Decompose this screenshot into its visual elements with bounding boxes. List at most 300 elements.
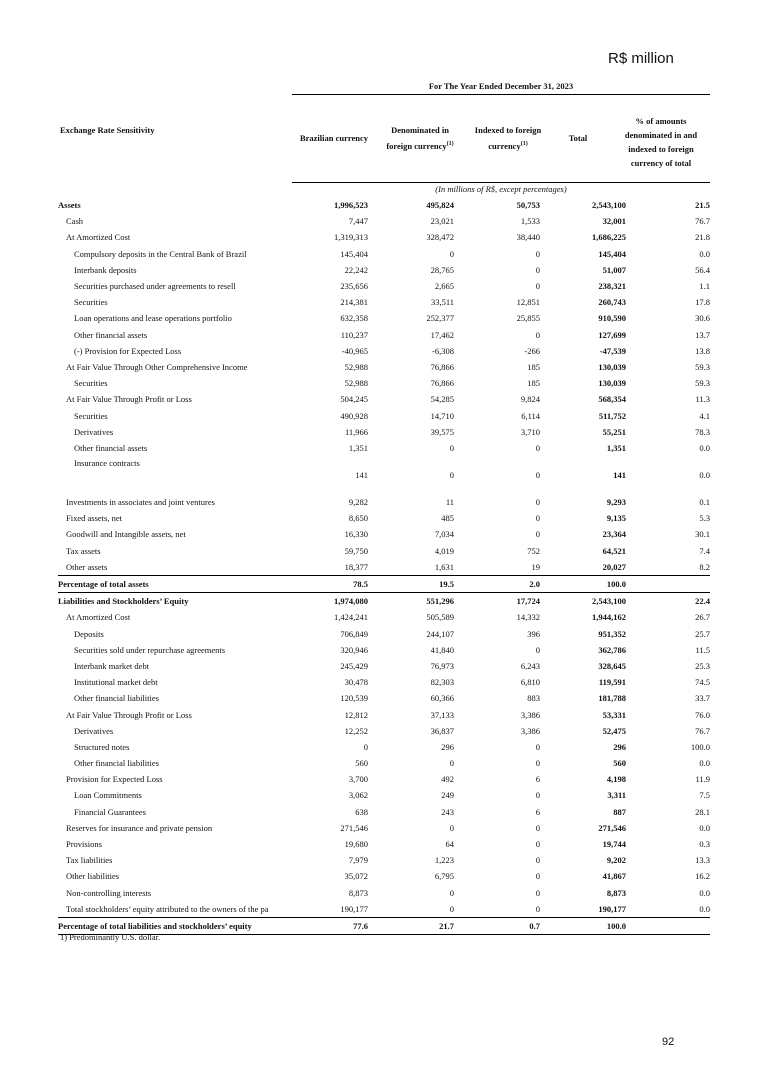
row-value: 495,824 (426, 200, 454, 211)
col-header-brazilian: Brazilian currency (299, 133, 369, 143)
row-value: 52,988 (344, 378, 368, 389)
row-label: Loan Commitments (74, 790, 142, 801)
units-note: (In millions of R$, except percentages) (435, 184, 567, 194)
row-value: 3,700 (348, 774, 368, 785)
row-value: 17,462 (430, 329, 454, 340)
row-value: 76.7 (695, 216, 710, 227)
row-value: 505,589 (426, 612, 454, 623)
row-value: 0 (449, 442, 454, 453)
row-value: 8,650 (348, 513, 368, 524)
row-value: 260,743 (598, 297, 626, 308)
row-value: 52,475 (602, 725, 626, 736)
row-value: 1,996,523 (334, 200, 368, 211)
unit-label: R$ million (608, 50, 674, 67)
table-row (58, 407, 710, 423)
row-label: Cash (66, 216, 83, 227)
row-value: 190,177 (292, 901, 376, 918)
table-title: Exchange Rate Sensitivity (60, 125, 155, 135)
table-row (58, 723, 710, 739)
table-row (58, 213, 710, 229)
row-label: Other financial assets (74, 442, 148, 453)
row-label: Securities purchased under agreements to resell (74, 281, 236, 292)
row-value: 6,810 (520, 677, 540, 688)
spacer-cell (292, 484, 376, 494)
row-value: 3,386 (520, 709, 540, 720)
row-value: 0.0 (699, 822, 710, 833)
row-value: 25,855 (516, 313, 540, 324)
row-value: 560 (355, 758, 368, 769)
table-row (58, 868, 710, 884)
row-value: 568,354 (598, 394, 626, 405)
row-value: 243 (441, 806, 454, 817)
row-spacer (58, 484, 710, 494)
table-row (58, 674, 710, 690)
period-divider (292, 94, 710, 95)
row-value: 1,424,241 (334, 612, 368, 623)
row-value: 13.3 (695, 855, 710, 866)
row-value: 1,686,225 (592, 232, 626, 243)
row-value: 19,680 (344, 839, 368, 850)
row-value: 12,252 (344, 725, 368, 736)
row-value: 0.3 (699, 839, 710, 850)
row-value: 60,366 (430, 693, 454, 704)
col-header-pct-line2: denominated in and (624, 130, 698, 140)
row-value: 28,765 (430, 264, 454, 275)
row-value: 7,447 (348, 216, 368, 227)
row-value: 2.0 (462, 575, 548, 592)
row-value: 9,293 (606, 497, 626, 508)
row-label: Provisions (66, 839, 102, 850)
row-value: -40,965 (341, 345, 368, 356)
row-value (626, 917, 710, 934)
row-value: 1,223 (434, 855, 454, 866)
row-value: 59.3 (695, 378, 710, 389)
row-value: 19,744 (602, 839, 626, 850)
row-value: 6 (535, 806, 540, 817)
row-label: Compulsory deposits in the Central Bank of Brazil (74, 248, 247, 259)
row-label: At Amortized Cost (66, 612, 131, 623)
row-value: 362,786 (598, 644, 626, 655)
row-label: Interbank deposits (74, 264, 137, 275)
row-value: 0.0 (699, 887, 710, 898)
row-label: Liabilities and Stockholders’ Equity (58, 596, 189, 607)
table-row (58, 440, 710, 456)
row-value: 7.4 (699, 545, 710, 556)
col-header-indexed-line2: currency (488, 140, 521, 151)
row-value: 271,546 (340, 822, 368, 833)
row-value: 26.7 (695, 612, 710, 623)
row-value: 0 (363, 741, 368, 752)
row-value: 6,114 (521, 410, 540, 421)
row-value: 511,752 (598, 410, 626, 421)
period-header: For The Year Ended December 31, 2023 (428, 81, 574, 91)
row-label: Securities (74, 297, 108, 308)
row-value: 19.5 (376, 575, 462, 592)
row-value: 76,866 (430, 378, 454, 389)
row-value: 33,511 (430, 297, 454, 308)
row-value: 53,331 (602, 709, 626, 720)
row-value: 1,944,162 (592, 612, 626, 623)
row-value: 21.8 (695, 232, 710, 243)
row-value: 76,866 (430, 361, 454, 372)
row-value: 30.1 (695, 529, 710, 540)
table-row (58, 526, 710, 542)
row-value: 5.3 (699, 513, 710, 524)
row-value: 35,072 (344, 871, 368, 882)
table-row (58, 494, 710, 510)
table-row (58, 343, 710, 359)
row-value: 328,472 (426, 232, 454, 243)
row-value: -47,539 (599, 345, 626, 356)
table-row (58, 706, 710, 722)
col-header-pct-line4: currency of total (630, 158, 692, 168)
row-value: 0 (535, 442, 540, 453)
row-label: Reserves for insurance and private pension (66, 822, 213, 833)
row-value: 18,377 (292, 559, 376, 576)
row-value: 25.7 (695, 628, 710, 639)
table-row (58, 278, 710, 294)
row-label: Non-controlling interests (66, 887, 152, 898)
row-value: 2,543,100 (592, 596, 626, 607)
row-value: 1,631 (376, 559, 462, 576)
row-value: 141 (355, 470, 368, 480)
row-value: 0 (535, 513, 540, 524)
row-value: 0 (449, 887, 454, 898)
row-value: 4.1 (699, 410, 710, 421)
row-value: -266 (524, 345, 540, 356)
row-value: 3,062 (348, 790, 368, 801)
row-value: 100.0 (690, 741, 710, 752)
row-value: 4,019 (434, 545, 454, 556)
spacer-cell (462, 484, 548, 494)
row-value: 21.7 (376, 917, 462, 934)
row-value: 485 (441, 513, 454, 524)
table-row (58, 310, 710, 326)
row-value: 30.6 (695, 313, 710, 324)
table-row (58, 391, 710, 407)
row-value: 64,521 (602, 545, 626, 556)
footnote-ref: (1) (446, 141, 454, 147)
row-value: 130,039 (598, 378, 626, 389)
row-value: 328,645 (598, 660, 626, 671)
row-value: 238,321 (598, 281, 626, 292)
row-value: 0.0 (699, 470, 710, 480)
row-value: 0 (535, 281, 540, 292)
row-value (626, 575, 710, 592)
row-value: 1,533 (520, 216, 540, 227)
row-value: 887 (613, 806, 626, 817)
row-value: 37,133 (430, 709, 454, 720)
row-value: 1,319,313 (334, 232, 368, 243)
row-value: 0.0 (699, 442, 710, 453)
row-label: Percentage of total assets (58, 575, 292, 592)
row-value: 39,575 (430, 426, 454, 437)
row-value: 12,812 (344, 709, 368, 720)
col-header-indexed-line1: Indexed to foreign (474, 125, 542, 135)
table-row (58, 575, 710, 592)
row-value: 77.6 (292, 917, 376, 934)
row-label: Structured notes (74, 741, 130, 752)
col-header-pct-line3: indexed to foreign (628, 144, 694, 154)
row-value: 492 (441, 774, 454, 785)
row-label: Other financial liabilities (74, 693, 159, 704)
row-value: 76.0 (695, 709, 710, 720)
table-row (58, 755, 710, 771)
row-value: 0.1 (699, 497, 710, 508)
row-value: 52,988 (344, 361, 368, 372)
row-label: Insurance contracts (74, 458, 140, 468)
spacer-cell (376, 484, 462, 494)
row-value: 490,928 (340, 410, 368, 421)
row-value: 64 (445, 839, 454, 850)
row-value: 17,724 (516, 596, 540, 607)
table-row (58, 294, 710, 310)
row-value: 11.9 (695, 774, 710, 785)
row-value: 6,795 (434, 871, 454, 882)
row-value: 0 (376, 901, 462, 918)
row-label: Derivatives (74, 426, 114, 437)
row-value: 59.3 (695, 361, 710, 372)
row-value: 16.2 (695, 871, 710, 882)
col-header-denominated-line1: Denominated in (391, 125, 449, 135)
row-value: 706,849 (340, 628, 368, 639)
row-label: Securities sold under repurchase agreements (74, 644, 226, 655)
table-row (58, 456, 710, 484)
row-value: 11.5 (695, 644, 710, 655)
row-value: 41,867 (602, 871, 626, 882)
table-row (58, 852, 710, 868)
row-value: 0 (535, 822, 540, 833)
row-value: 100.0 (548, 917, 626, 934)
row-value: 3,386 (520, 725, 540, 736)
row-value: 951,352 (598, 628, 626, 639)
row-value: 752 (527, 545, 540, 556)
row-value: 638 (355, 806, 368, 817)
row-value: 7,034 (434, 529, 454, 540)
row-value: 82,303 (430, 677, 454, 688)
row-value: 110,237 (340, 329, 368, 340)
row-value: 9,202 (606, 855, 626, 866)
row-value: 145,404 (598, 248, 626, 259)
table-row (58, 820, 710, 836)
table-row (58, 375, 710, 391)
row-value: 25.3 (695, 660, 710, 671)
table-row (58, 510, 710, 526)
row-value: 0 (535, 264, 540, 275)
footnote-ref: (1) (520, 141, 528, 147)
row-value: 9,282 (348, 497, 368, 508)
row-value: 78.5 (292, 575, 376, 592)
row-value: 36,837 (430, 725, 454, 736)
row-label: Derivatives (74, 725, 114, 736)
row-label: Total stockholders’ equity attributed to the owners of the pa (58, 901, 292, 918)
row-value: 181,788 (598, 693, 626, 704)
row-label: At Fair Value Through Profit or Loss (66, 709, 192, 720)
row-value: 13.7 (695, 329, 710, 340)
table-row (58, 901, 710, 918)
row-value: 8,873 (348, 887, 368, 898)
spacer-cell (58, 484, 292, 494)
row-value: 396 (527, 628, 540, 639)
row-value: 0.0 (699, 248, 710, 259)
footnote: 1) Predominantly U.S. dollar. (60, 932, 161, 942)
page-number: 92 (662, 1036, 675, 1048)
row-value: 14,332 (516, 612, 540, 623)
row-value: 17.8 (695, 297, 710, 308)
row-value: 59,750 (344, 545, 368, 556)
row-value: 100.0 (548, 575, 626, 592)
row-value: 0 (535, 758, 540, 769)
row-value: 249 (441, 790, 454, 801)
row-value: 0 (449, 822, 454, 833)
table-row (58, 658, 710, 674)
row-value: 23,364 (602, 529, 626, 540)
row-value: 296 (441, 741, 454, 752)
row-value: 13.8 (695, 345, 710, 356)
row-label: Other assets (58, 559, 292, 576)
spacer-cell (548, 484, 626, 494)
row-value: 32,001 (602, 216, 626, 227)
table-row (58, 690, 710, 706)
row-value: 0.0 (626, 901, 710, 918)
table-row (58, 804, 710, 820)
table-row (58, 836, 710, 852)
row-value: 56.4 (695, 264, 710, 275)
row-label: At Fair Value Through Profit or Loss (66, 394, 192, 405)
col-header-total: Total (568, 133, 588, 143)
row-value: 185 (527, 361, 540, 372)
table-row (58, 424, 710, 440)
table-row (58, 327, 710, 343)
table-row (58, 609, 710, 625)
table-body (58, 197, 710, 935)
row-value: 0 (535, 855, 540, 866)
row-value: 1,974,080 (334, 596, 368, 607)
col-header-pct (612, 114, 710, 170)
row-value: 4,198 (606, 774, 626, 785)
table-row (58, 543, 710, 559)
col-header-denominated (378, 123, 462, 153)
table-row (58, 559, 710, 576)
col-header-indexed (466, 123, 550, 153)
row-value: 271,546 (598, 822, 626, 833)
table-row (58, 262, 710, 278)
table-row (58, 593, 710, 610)
table-row (58, 197, 710, 213)
row-label: Securities (74, 378, 108, 389)
row-value: 8,873 (606, 887, 626, 898)
row-label: Securities (74, 410, 108, 421)
row-value: 130,039 (598, 361, 626, 372)
row-value: 8.2 (626, 559, 710, 576)
row-value: 0 (535, 644, 540, 655)
row-value: 22.4 (695, 596, 710, 607)
row-label: Other financial assets (74, 329, 148, 340)
row-value: 16,330 (344, 529, 368, 540)
row-value: 3,311 (607, 790, 626, 801)
row-label: Tax liabilities (66, 855, 113, 866)
row-value: 245,429 (340, 660, 368, 671)
row-value: 0 (535, 529, 540, 540)
row-value: 54,285 (430, 394, 454, 405)
row-value: 120,539 (340, 693, 368, 704)
row-value: 6,243 (520, 660, 540, 671)
row-value: 74.5 (695, 677, 710, 688)
row-value: 0 (535, 741, 540, 752)
row-value: 33.7 (695, 693, 710, 704)
row-value: 0 (462, 901, 548, 918)
row-label: Deposits (74, 628, 104, 639)
row-label: At Amortized Cost (66, 232, 131, 243)
row-value: 41,840 (430, 644, 454, 655)
row-label: Other liabilities (66, 871, 120, 882)
row-value: 0 (535, 839, 540, 850)
row-value: 504,245 (340, 394, 368, 405)
row-value: 12,851 (516, 297, 540, 308)
row-value: 0 (535, 871, 540, 882)
row-label: (-) Provision for Expected Loss (74, 345, 182, 356)
header-divider (292, 182, 710, 183)
row-value: 78.3 (695, 426, 710, 437)
row-value: 1,351 (348, 442, 368, 453)
table-row (58, 787, 710, 803)
table-row (58, 229, 710, 245)
row-value: -6,308 (432, 345, 454, 356)
row-label: Financial Guarantees (74, 806, 146, 817)
table-row (58, 771, 710, 787)
row-value: 883 (527, 693, 540, 704)
row-value: 0 (535, 248, 540, 259)
row-value: 76.7 (695, 725, 710, 736)
row-value: 2,665 (434, 281, 454, 292)
row-value: 9,824 (520, 394, 540, 405)
col-header-denominated-line2: foreign currency (386, 140, 447, 151)
row-value: 320,946 (340, 644, 368, 655)
row-value: 244,107 (426, 628, 454, 639)
row-value: 127,699 (598, 329, 626, 340)
row-value: 11 (445, 497, 454, 508)
row-value: 14,710 (430, 410, 454, 421)
row-value: 119,591 (598, 677, 626, 688)
col-header-pct-line1: % of amounts (635, 116, 687, 126)
row-value: 11,966 (344, 426, 368, 437)
row-value: 11.3 (695, 394, 710, 405)
row-label: At Fair Value Through Other Comprehensive Income (66, 361, 248, 372)
row-value: 50,753 (516, 200, 540, 211)
row-value: 28.1 (695, 806, 710, 817)
row-value: 1.1 (699, 281, 710, 292)
table-row (58, 246, 710, 262)
row-value: 551,296 (426, 596, 454, 607)
row-value: 19 (462, 559, 548, 576)
table-row (58, 626, 710, 642)
row-value: 21.5 (695, 200, 710, 211)
table-row (58, 885, 710, 901)
row-label: Assets (58, 200, 81, 211)
row-value: 0 (535, 470, 540, 480)
row-value: 0 (449, 470, 454, 480)
row-value: 9,135 (606, 513, 626, 524)
row-value: 214,381 (340, 297, 368, 308)
row-value: 76,973 (430, 660, 454, 671)
exchange-rate-sensitivity-table (58, 197, 710, 935)
row-label: Interbank market debt (74, 660, 150, 671)
row-value: 0 (449, 758, 454, 769)
row-label: Goodwill and Intangible assets, net (66, 529, 186, 540)
row-value: 632,358 (340, 313, 368, 324)
row-label: Tax assets (66, 545, 101, 556)
row-value: 20,027 (548, 559, 626, 576)
